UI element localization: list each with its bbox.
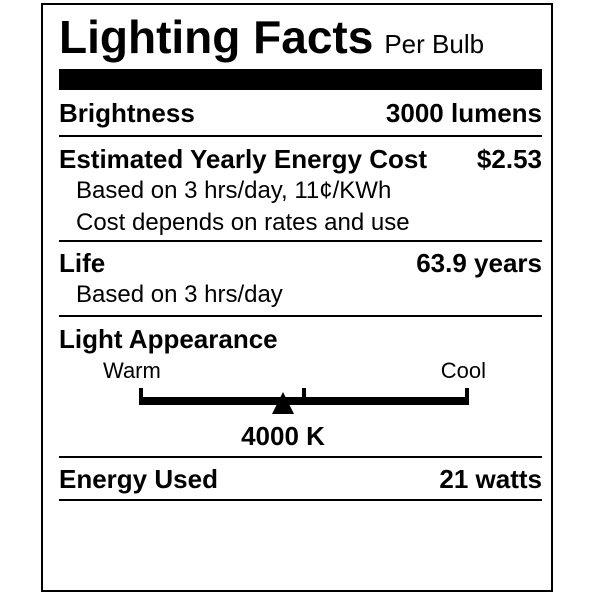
scale-tick-left bbox=[139, 388, 143, 405]
label-title: Lighting Facts bbox=[59, 11, 374, 63]
energy-cost-label: Estimated Yearly Energy Cost bbox=[59, 144, 428, 174]
label-subtitle: Per Bulb bbox=[384, 29, 485, 59]
light-appearance-section bbox=[59, 317, 542, 458]
energy-cost-note-basis: Based on 3 hrs/day, 11¢/KWh bbox=[76, 177, 392, 204]
lighting-facts-label bbox=[41, 3, 553, 592]
warm-cool-row bbox=[59, 360, 542, 382]
life-section bbox=[59, 242, 542, 317]
brightness-section bbox=[59, 90, 542, 137]
brightness-label: Brightness bbox=[59, 98, 195, 128]
energy-used-row bbox=[59, 466, 542, 492]
scale-track bbox=[139, 388, 469, 414]
brightness-value: 3000 lumens bbox=[385, 98, 542, 128]
label-header bbox=[59, 11, 542, 63]
energy-cost-section bbox=[59, 137, 542, 242]
life-value: 63.9 years bbox=[416, 248, 542, 278]
color-temperature-scale bbox=[59, 388, 542, 414]
warm-label: Warm bbox=[103, 358, 161, 383]
energy-cost-row bbox=[59, 146, 542, 172]
scale-tick-middle bbox=[302, 388, 306, 405]
energy-cost-value: $2.53 bbox=[476, 144, 542, 174]
energy-cost-note-disclaimer: Cost depends on rates and use bbox=[76, 209, 410, 236]
life-label: Life bbox=[59, 248, 106, 278]
header-divider-bar bbox=[59, 69, 542, 90]
life-note-basis: Based on 3 hrs/day bbox=[76, 281, 283, 308]
scale-marker-triangle-icon bbox=[272, 392, 294, 414]
energy-used-label: Energy Used bbox=[59, 464, 218, 494]
brightness-row bbox=[59, 100, 542, 126]
scale-tick-right bbox=[465, 388, 469, 405]
life-row bbox=[59, 250, 542, 276]
light-appearance-label: Light Appearance bbox=[59, 324, 278, 354]
energy-used-value: 21 watts bbox=[439, 464, 542, 494]
cool-label: Cool bbox=[440, 358, 486, 383]
energy-used-section bbox=[59, 458, 542, 501]
kelvin-value: 4000 K bbox=[241, 421, 325, 451]
